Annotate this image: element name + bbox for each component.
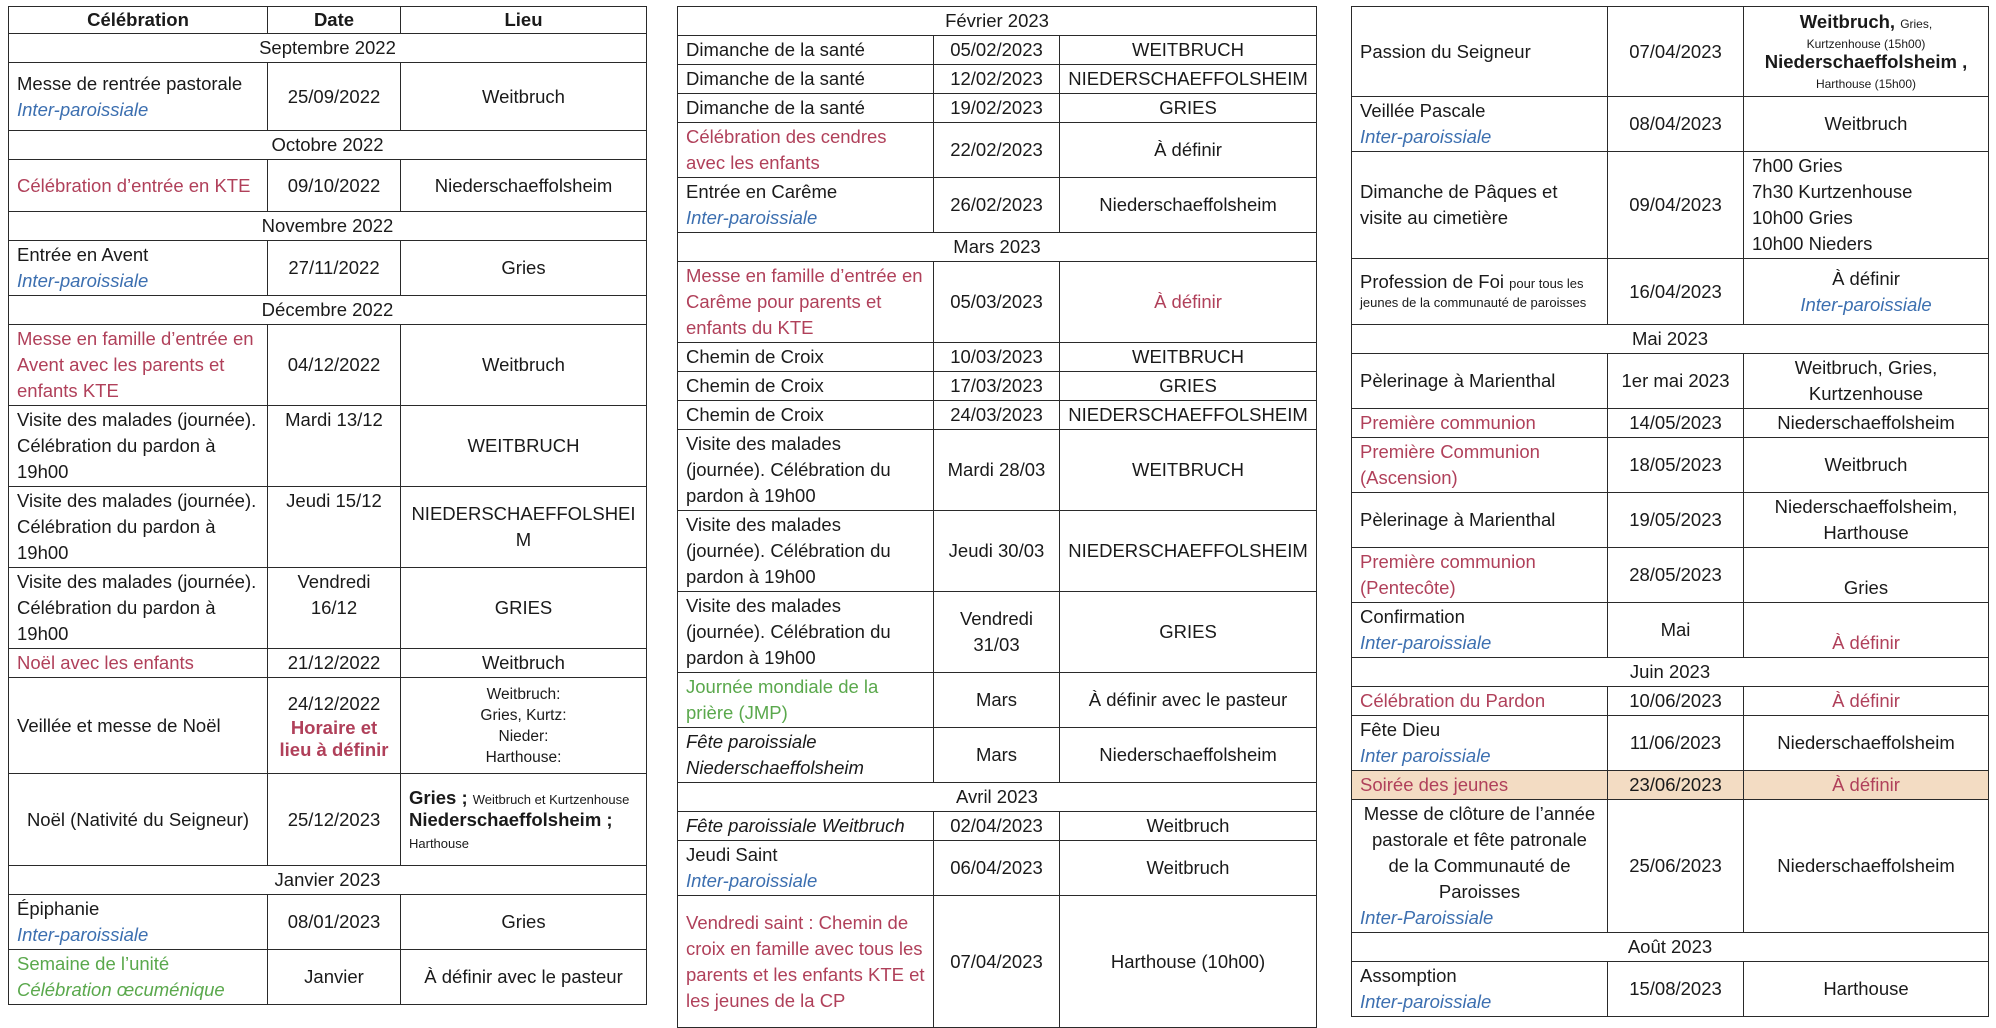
table-row xyxy=(1352,493,1989,548)
table-row xyxy=(1352,152,1989,259)
celebration-cell: Fête Dieu Inter paroissiale xyxy=(1352,716,1608,771)
celebration-cell: Célébration des cendres avec les enfants xyxy=(678,123,934,178)
lieu-cell: NIEDERSCHAEFFOLSHEIM xyxy=(1060,65,1317,94)
header-date: Date xyxy=(268,7,401,34)
celebration-cell: Confirmation Inter-paroissiale xyxy=(1352,603,1608,658)
lieu-cell: WEITBRUCH xyxy=(1060,343,1317,372)
celebration-cell: Visite des malades (journée). Célébration du pardon à 19h00 xyxy=(9,406,268,487)
date-cell: 24/03/2023 xyxy=(934,401,1060,430)
celebration-cell: Visite des malades (journée). Célébration du pardon à 19h00 xyxy=(9,568,268,649)
lieu-cell: Niederschaeffolsheim xyxy=(1744,716,1989,771)
table-row xyxy=(9,774,647,866)
celebration-cell: Dimanche de Pâques et visite au cimetière xyxy=(1352,152,1608,259)
date-cell: Mars xyxy=(934,673,1060,728)
date-cell: Janvier xyxy=(268,950,401,1005)
table-row xyxy=(1352,962,1989,1017)
celebration-cell: Visite des malades (journée). Célébration du pardon à 19h00 xyxy=(9,487,268,568)
celebration-cell: Chemin de Croix xyxy=(678,372,934,401)
date-cell: Vendredi 16/12 xyxy=(268,568,401,649)
date-cell: 02/04/2023 xyxy=(934,812,1060,841)
lieu-cell: WEITBRUCH xyxy=(401,406,647,487)
table-row xyxy=(678,673,1317,728)
date-cell: Jeudi 15/12 xyxy=(268,487,401,568)
lieu-cell: WEITBRUCH xyxy=(1060,430,1317,511)
date-cell: 15/08/2023 xyxy=(1608,962,1744,1017)
celebration-cell: Messe en famille d’entrée en Carême pour parents et enfants du KTE xyxy=(678,262,934,343)
date-cell: 25/09/2022 xyxy=(268,63,401,131)
date-cell: 08/01/2023 xyxy=(268,895,401,950)
highlighted-row xyxy=(1352,771,1989,800)
celebration-cell: Fête paroissiale Weitbruch xyxy=(678,812,934,841)
date-cell: 23/06/2023 xyxy=(1608,771,1744,800)
celebration-cell: Première communion (Pentecôte) xyxy=(1352,548,1608,603)
date-cell: 26/02/2023 xyxy=(934,178,1060,233)
table-row xyxy=(678,896,1317,1028)
month-heading: Mai 2023 xyxy=(1352,325,1989,354)
celebration-cell: Messe en famille d’entrée en Avent avec les parents et enfants KTE xyxy=(9,325,268,406)
lieu-cell: Weitbruch, Gries, Kurtzenhouse xyxy=(1744,354,1989,409)
lieu-cell: À définir xyxy=(1060,123,1317,178)
table-row xyxy=(1352,603,1989,658)
month-heading: Juin 2023 xyxy=(1352,658,1989,687)
date-cell: 07/04/2023 xyxy=(1608,7,1744,97)
date-cell: 09/10/2022 xyxy=(268,160,401,212)
date-cell: 1er mai 2023 xyxy=(1608,354,1744,409)
table-row xyxy=(678,343,1317,372)
lieu-cell: Weitbruch xyxy=(1060,812,1317,841)
lieu-cell: Weitbruch xyxy=(401,63,647,131)
header-lieu: Lieu xyxy=(401,7,647,34)
date-cell: 08/04/2023 xyxy=(1608,97,1744,152)
table-row xyxy=(9,325,647,406)
date-cell: 10/03/2023 xyxy=(934,343,1060,372)
date-cell: 06/04/2023 xyxy=(934,841,1060,896)
table-row xyxy=(9,160,647,212)
table-row xyxy=(1352,687,1989,716)
lieu-cell: GRIES xyxy=(1060,372,1317,401)
date-cell: Mai xyxy=(1608,603,1744,658)
month-heading: Février 2023 xyxy=(678,7,1317,36)
table-row xyxy=(678,401,1317,430)
table-row xyxy=(678,178,1317,233)
lieu-cell: NIEDERSCHAEFFOLSHEIM xyxy=(1060,401,1317,430)
lieu-cell: Weitbruch: Gries, Kurtz: Nieder: Harthouse: xyxy=(401,678,647,774)
celebration-cell: Passion du Seigneur xyxy=(1352,7,1608,97)
table-row xyxy=(678,511,1317,592)
celebration-cell: Pèlerinage à Marienthal xyxy=(1352,354,1608,409)
lieu-cell: Weitbruch xyxy=(401,649,647,678)
celebration-cell: Soirée des jeunes xyxy=(1352,771,1608,800)
month-heading: Novembre 2022 xyxy=(9,212,647,241)
date-cell: 14/05/2023 xyxy=(1608,409,1744,438)
table-row xyxy=(678,94,1317,123)
lieu-cell: GRIES xyxy=(1060,592,1317,673)
lieu-cell: Harthouse (10h00) xyxy=(1060,896,1317,1028)
table-row xyxy=(1352,259,1989,325)
table-row xyxy=(9,649,647,678)
table-row xyxy=(9,241,647,296)
date-cell: 05/02/2023 xyxy=(934,36,1060,65)
celebration-cell: Visite des malades (journée). Célébration du pardon à 19h00 xyxy=(678,430,934,511)
celebration-cell: Pèlerinage à Marienthal xyxy=(1352,493,1608,548)
celebration-cell: Vendredi saint : Chemin de croix en famille avec tous les parents et les enfants KTE et les jeunes de la CP xyxy=(678,896,934,1028)
month-heading: Avril 2023 xyxy=(678,783,1317,812)
celebration-cell: Jeudi Saint Inter-paroissiale xyxy=(678,841,934,896)
celebration-cell: Visite des malades (journée). Célébration du pardon à 19h00 xyxy=(678,511,934,592)
lieu-cell: Weitbruch xyxy=(1060,841,1317,896)
lieu-cell: Weitbruch xyxy=(401,325,647,406)
lieu-cell: Weitbruch xyxy=(1744,438,1989,493)
table-row xyxy=(678,262,1317,343)
celebration-cell: Entrée en Avent Inter-paroissiale xyxy=(9,241,268,296)
date-cell: 18/05/2023 xyxy=(1608,438,1744,493)
header-celebration: Célébration xyxy=(9,7,268,34)
table-row xyxy=(9,678,647,774)
lieu-cell: Niederschaeffolsheim xyxy=(1060,728,1317,783)
date-cell: Jeudi 30/03 xyxy=(934,511,1060,592)
lieu-cell: Niederschaeffolsheim, Harthouse xyxy=(1744,493,1989,548)
date-cell: 07/04/2023 xyxy=(934,896,1060,1028)
celebration-cell: Assomption Inter-paroissiale xyxy=(1352,962,1608,1017)
celebration-cell: Épiphanie Inter-paroissiale xyxy=(9,895,268,950)
lieu-cell: WEITBRUCH xyxy=(1060,36,1317,65)
lieu-cell: À définir avec le pasteur xyxy=(401,950,647,1005)
lieu-cell: Weitbruch, Gries, Kurtzenhouse (15h00) Niederschaeffolsheim , Harthouse (15h00) xyxy=(1744,7,1989,97)
celebration-cell: Chemin de Croix xyxy=(678,401,934,430)
date-cell: 21/12/2022 xyxy=(268,649,401,678)
lieu-cell: Gries xyxy=(401,241,647,296)
date-cell: 19/02/2023 xyxy=(934,94,1060,123)
celebration-cell: Célébration du Pardon xyxy=(1352,687,1608,716)
date-cell: 19/05/2023 xyxy=(1608,493,1744,548)
celebration-cell: Dimanche de la santé xyxy=(678,65,934,94)
celebration-cell: Profession de Foi pour tous les jeunes de la communauté de paroisses xyxy=(1352,259,1608,325)
lieu-cell: À définir avec le pasteur xyxy=(1060,673,1317,728)
date-cell: 09/04/2023 xyxy=(1608,152,1744,259)
date-cell: 27/11/2022 xyxy=(268,241,401,296)
table-row xyxy=(9,63,647,131)
table-row xyxy=(678,65,1317,94)
lieu-cell: Weitbruch xyxy=(1744,97,1989,152)
table-row xyxy=(678,812,1317,841)
celebration-cell: Veillée Pascale Inter-paroissiale xyxy=(1352,97,1608,152)
celebration-cell: Première communion xyxy=(1352,409,1608,438)
lieu-cell: À définir xyxy=(1060,262,1317,343)
lieu-cell: Gries xyxy=(1744,548,1989,603)
lieu-cell: Niederschaeffolsheim xyxy=(1744,800,1989,933)
celebration-cell: Première Communion (Ascension) xyxy=(1352,438,1608,493)
date-cell: 28/05/2023 xyxy=(1608,548,1744,603)
celebration-cell: Noël avec les enfants xyxy=(9,649,268,678)
table-row xyxy=(678,430,1317,511)
table-row xyxy=(1352,97,1989,152)
lieu-cell: Gries xyxy=(401,895,647,950)
lieu-cell: Niederschaeffolsheim xyxy=(401,160,647,212)
table-row xyxy=(678,841,1317,896)
lieu-cell: GRIES xyxy=(401,568,647,649)
celebration-cell: Veillée et messe de Noël xyxy=(9,678,268,774)
table-row xyxy=(9,568,647,649)
celebration-cell: Messe de clôture de l’année pastorale et fête patronale de la Communauté de Paroisses Inter-Paroissiale xyxy=(1352,800,1608,933)
schedule-table-1 xyxy=(8,6,647,1005)
header-row xyxy=(9,7,647,34)
lieu-cell: 7h00 Gries 7h30 Kurtzenhouse 10h00 Gries 10h00 Nieders xyxy=(1744,152,1989,259)
date-cell: 25/06/2023 xyxy=(1608,800,1744,933)
date-cell: Mardi 13/12 xyxy=(268,406,401,487)
month-heading: Septembre 2022 xyxy=(9,34,647,63)
date-cell: Mars xyxy=(934,728,1060,783)
table-row xyxy=(9,950,647,1005)
lieu-cell: Niederschaeffolsheim xyxy=(1744,409,1989,438)
schedule-column-3 xyxy=(1351,6,1988,1017)
table-row xyxy=(9,487,647,568)
date-cell: 16/04/2023 xyxy=(1608,259,1744,325)
table-row xyxy=(1352,548,1989,603)
table-row xyxy=(9,406,647,487)
month-heading: Octobre 2022 xyxy=(9,131,647,160)
table-row xyxy=(678,728,1317,783)
celebration-cell: Fête paroissiale Niederschaeffolsheim xyxy=(678,728,934,783)
date-cell: 25/12/2023 xyxy=(268,774,401,866)
celebration-cell: Visite des malades (journée). Célébration du pardon à 19h00 xyxy=(678,592,934,673)
table-row xyxy=(678,36,1317,65)
table-row xyxy=(9,895,647,950)
celebration-cell: Célébration d’entrée en KTE xyxy=(9,160,268,212)
lieu-cell: NIEDERSCHAEFFOLSHEIM xyxy=(401,487,647,568)
date-cell: 05/03/2023 xyxy=(934,262,1060,343)
date-cell: Mardi 28/03 xyxy=(934,430,1060,511)
lieu-cell: À définir Inter-paroissiale xyxy=(1744,259,1989,325)
celebration-cell: Messe de rentrée pastorale Inter-paroissiale xyxy=(9,63,268,131)
table-row xyxy=(678,372,1317,401)
lieu-cell: Gries ; Weitbruch et Kurtzenhouse Niederschaeffolsheim ; Harthouse xyxy=(401,774,647,866)
date-cell: 10/06/2023 xyxy=(1608,687,1744,716)
month-heading: Janvier 2023 xyxy=(9,866,647,895)
table-row xyxy=(678,592,1317,673)
month-heading: Août 2023 xyxy=(1352,933,1989,962)
schedule-column-1 xyxy=(8,6,646,1005)
table-row xyxy=(1352,438,1989,493)
table-row xyxy=(1352,800,1989,933)
lieu-cell: NIEDERSCHAEFFOLSHEIM xyxy=(1060,511,1317,592)
schedule-table-3 xyxy=(1351,6,1989,1017)
celebration-cell: Chemin de Croix xyxy=(678,343,934,372)
lieu-cell: Harthouse xyxy=(1744,962,1989,1017)
table-row xyxy=(1352,7,1989,97)
date-cell: 22/02/2023 xyxy=(934,123,1060,178)
celebration-cell: Dimanche de la santé xyxy=(678,94,934,123)
date-cell: Vendredi 31/03 xyxy=(934,592,1060,673)
lieu-cell: À définir xyxy=(1744,603,1989,658)
schedule-column-2 xyxy=(677,6,1316,1028)
lieu-cell: À définir xyxy=(1744,771,1989,800)
date-cell: 24/12/2022 Horaire et lieu à définir xyxy=(268,678,401,774)
celebration-cell: Noël (Nativité du Seigneur) xyxy=(9,774,268,866)
table-row xyxy=(1352,409,1989,438)
lieu-cell: Niederschaeffolsheim xyxy=(1060,178,1317,233)
table-row xyxy=(1352,354,1989,409)
date-cell: 17/03/2023 xyxy=(934,372,1060,401)
table-row xyxy=(1352,716,1989,771)
schedule-table-2 xyxy=(677,6,1317,1028)
lieu-cell: À définir xyxy=(1744,687,1989,716)
celebration-cell: Semaine de l’unité Célébration œcuménique xyxy=(9,950,268,1005)
celebration-cell: Dimanche de la santé xyxy=(678,36,934,65)
celebration-cell: Entrée en Carême Inter-paroissiale xyxy=(678,178,934,233)
date-cell: 12/02/2023 xyxy=(934,65,1060,94)
lieu-cell: GRIES xyxy=(1060,94,1317,123)
date-cell: 04/12/2022 xyxy=(268,325,401,406)
celebration-cell: Journée mondiale de la prière (JMP) xyxy=(678,673,934,728)
month-heading: Mars 2023 xyxy=(678,233,1317,262)
table-row xyxy=(678,123,1317,178)
date-cell: 11/06/2023 xyxy=(1608,716,1744,771)
month-heading: Décembre 2022 xyxy=(9,296,647,325)
